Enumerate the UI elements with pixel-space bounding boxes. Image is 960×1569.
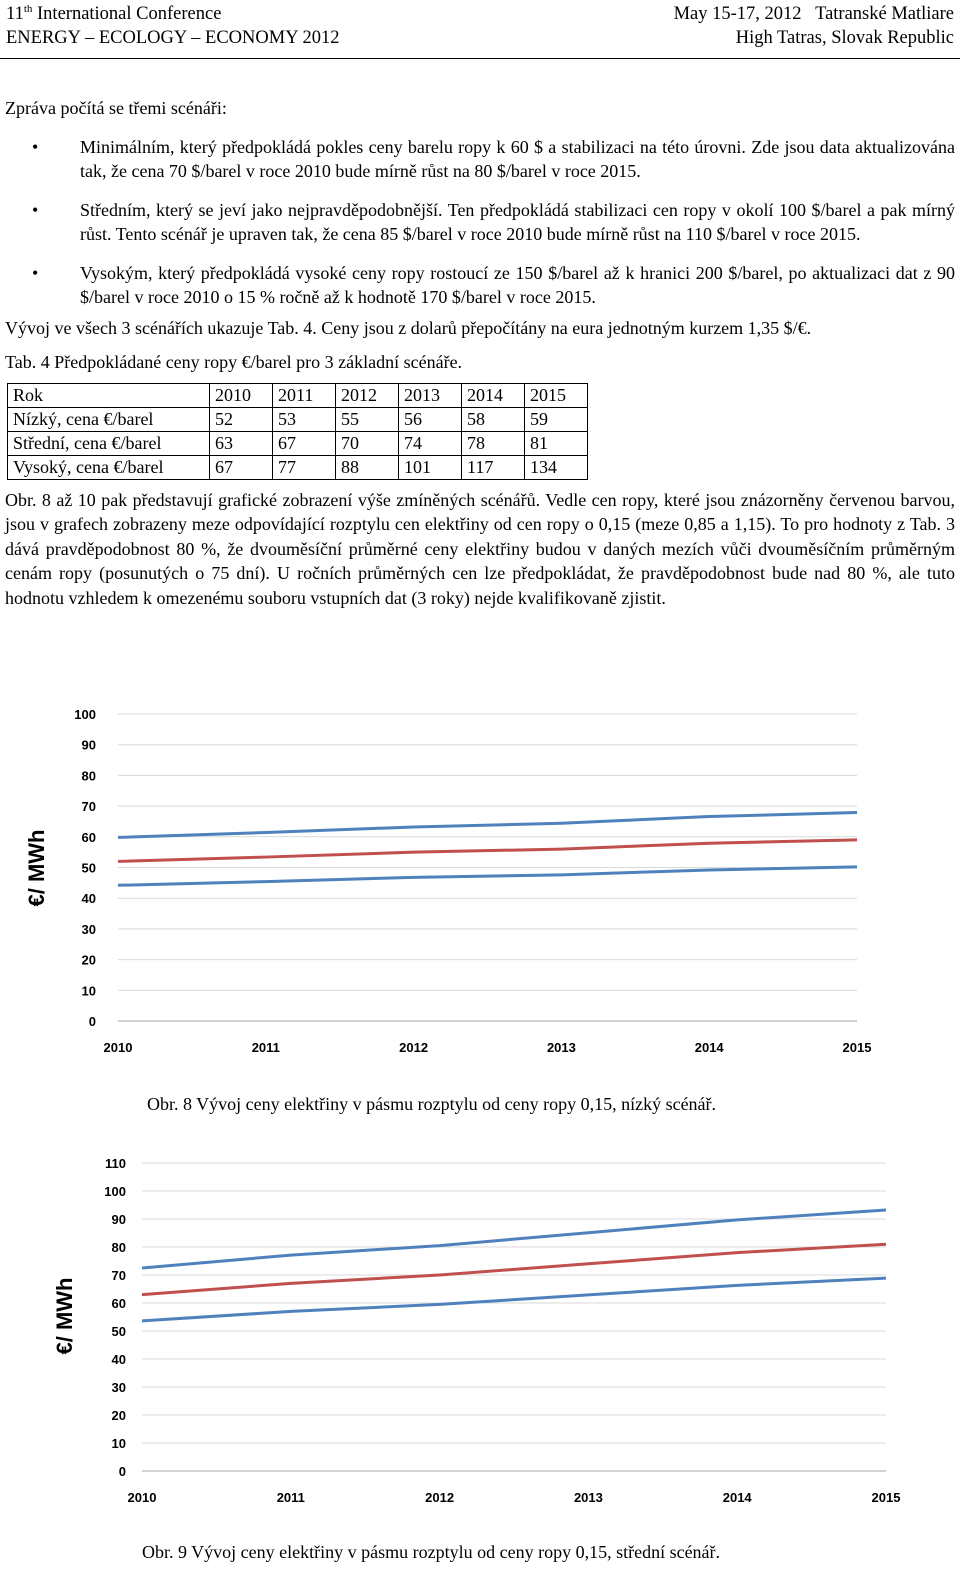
table-row [8, 407, 588, 431]
figure-caption-8: Obr. 8 Vývoj ceny elektřiny v pásmu rozptylu od ceny ropy 0,15, nízký scénář. [147, 1094, 717, 1114]
chart-middle-scenario [0, 1148, 910, 1518]
y-tick-label: 40 [81, 891, 96, 907]
table-cell: 70 [336, 431, 399, 455]
table-cell: 2010 [210, 383, 273, 407]
bullet-icon: • [32, 199, 39, 220]
y-tick-label: 70 [111, 1268, 126, 1283]
y-tick-label: 30 [111, 1380, 126, 1395]
x-tick-label: 2013 [546, 1040, 576, 1055]
page-header [0, 0, 960, 60]
x-tick-label: 2010 [103, 1040, 133, 1055]
intro-paragraph: Zpráva počítá se třemi scénáři: [5, 98, 227, 118]
y-tick-label: 0 [88, 1014, 96, 1029]
conference-name [6, 2, 340, 26]
figures-description: Obr. 8 až 10 pak představují grafické zobrazení výše zmíněných scénářů. Vedle cen ropy, které jsou znázorněny červenou barvou, jsou v grafech zobrazeny meze odpovídající rozptylu cen elektřiny od cen ropy o 0,15 (meze 0,85 a 1,15). To pro hodnoty z Tab. 3 dává pravděpodobnost 80 %, že dvouměsíční průměrné ceny elektřiny budou v daných mezích vůči dvouměsíčním průměrným cenám ropy (posunutých o 75 dní). U ročních průměrných cen lze předpokládat, že pravděpodobnost bude nad 80 %, ale tuto hodnotu vzhledem k omezenému souboru vstupních dat (3 roky) nejde kvalifikovaně zjistit. [5, 489, 955, 608]
lower-bound-line [142, 1278, 886, 1321]
table-cell: 58 [462, 407, 525, 431]
y-tick-label: 60 [81, 829, 96, 845]
x-tick-label: 2013 [573, 1490, 603, 1505]
table-cell: 2015 [525, 383, 588, 407]
table-cell: 56 [399, 407, 462, 431]
table-cell: 88 [336, 455, 399, 479]
list-item [5, 261, 955, 310]
table-cell: 77 [273, 455, 336, 479]
bullet-icon: • [32, 262, 39, 283]
x-tick-label: 2015 [871, 1490, 901, 1505]
table-cell: 101 [399, 455, 462, 479]
edition-suffix: th [23, 2, 33, 15]
y-tick-label: 50 [81, 860, 96, 876]
list-item-text: Středním, který se jeví jako nejpravděpodobnější. Ten předpokládá stabilizaci cen ropy v okolí 100 $/barel a pak mírný růst. Tento scénář je upraven tak, že cena 85 $/barel v roce 2010 bude mírně růst na 110 $/barel v roce 2015. [80, 199, 955, 244]
table-cell: 2013 [399, 383, 462, 407]
x-tick-label: 2011 [276, 1490, 305, 1505]
table-cell: 134 [525, 455, 588, 479]
y-tick-label: 60 [111, 1296, 126, 1311]
conference-subtitle: ENERGY – ECOLOGY – ECONOMY 2012 [6, 28, 340, 48]
conference-place [674, 2, 954, 50]
table-cell: Rok [8, 383, 210, 407]
table-cell: 67 [210, 455, 273, 479]
chart-low-scenario [0, 700, 900, 1070]
table-row [8, 455, 588, 479]
y-tick-label: 110 [105, 1156, 126, 1171]
y-tick-label: 10 [111, 1436, 126, 1451]
x-tick-label: 2012 [399, 1040, 429, 1055]
y-tick-label: 90 [81, 737, 96, 753]
y-tick-label: 80 [81, 768, 96, 784]
conference-location: High Tatras, Slovak Republic [735, 28, 954, 48]
y-tick-label: 30 [81, 921, 96, 937]
lower-bound-line [118, 867, 857, 885]
conference-date: May 15-17, 2012 Tatranské Matliare [673, 4, 954, 24]
y-axis-label: €/ MWh [52, 1277, 77, 1355]
x-tick-label: 2010 [127, 1490, 157, 1505]
x-tick-label: 2014 [694, 1040, 724, 1055]
x-tick-label: 2014 [722, 1490, 752, 1505]
y-tick-label: 80 [111, 1240, 126, 1255]
upper-bound-line [118, 813, 857, 838]
header-rule [0, 58, 960, 59]
y-tick-label: 40 [111, 1352, 126, 1367]
table-cell: 55 [336, 407, 399, 431]
table-cell: 2014 [462, 383, 525, 407]
table-caption: Tab. 4 Předpokládané ceny ropy €/barel pro 3 základní scénáře. [5, 352, 463, 372]
y-tick-label: 70 [81, 799, 96, 815]
table-cell: Nízký, cena €/barel [8, 407, 210, 431]
oil-price-line [142, 1244, 886, 1294]
table-cell: Vysoký, cena €/barel [8, 455, 210, 479]
table-row [8, 431, 588, 455]
table-header-row [8, 383, 588, 407]
table-cell: 53 [273, 407, 336, 431]
conference-name-text: International Conference [32, 4, 222, 24]
scenario-list [5, 135, 955, 310]
table-cell: 59 [525, 407, 588, 431]
y-tick-label: 20 [81, 952, 96, 968]
y-axis-label: €/ MWh [24, 829, 49, 907]
table-cell: 67 [273, 431, 336, 455]
bullet-icon: • [32, 136, 39, 157]
price-table [7, 383, 588, 480]
y-tick-label: 20 [111, 1408, 126, 1423]
y-tick-label: 0 [118, 1464, 126, 1479]
y-tick-label: 100 [104, 1184, 126, 1199]
table-cell: 2011 [273, 383, 336, 407]
x-tick-label: 2011 [251, 1040, 280, 1055]
conference-title [6, 2, 340, 50]
y-tick-label: 10 [81, 983, 96, 999]
y-tick-label: 50 [111, 1324, 126, 1339]
list-item-text: Vysokým, který předpokládá vysoké ceny ropy rostoucí ze 150 $/barel až k hranici 200 $/barel, po aktualizaci dat z 90 $/barel v roce 2010 o 15 % ročně až k hodnotě 170 $/barel v roce 2015. [80, 262, 955, 307]
table-cell: 2012 [336, 383, 399, 407]
table-cell: 117 [462, 455, 525, 479]
x-tick-label: 2015 [842, 1040, 872, 1055]
list-item [5, 135, 955, 184]
oil-price-line [118, 840, 857, 861]
x-tick-label: 2012 [425, 1490, 455, 1505]
article-body [5, 96, 955, 610]
table-cell: 63 [210, 431, 273, 455]
table-cell: 52 [210, 407, 273, 431]
edition-number: 11 [6, 4, 24, 24]
development-paragraph: Vývoj ve všech 3 scénářích ukazuje Tab. 4. Ceny jsou z dolarů přepočítány na eura jednotným kurzem 1,35 $/€. [5, 317, 812, 338]
y-tick-label: 100 [74, 707, 96, 722]
y-tick-label: 90 [111, 1212, 126, 1227]
table-cell: 74 [399, 431, 462, 455]
figure-caption-9: Obr. 9 Vývoj ceny elektřiny v pásmu rozptylu od ceny ropy 0,15, střední scénář. [142, 1542, 721, 1562]
table-cell: Střední, cena €/barel [8, 431, 210, 455]
table-cell: 81 [525, 431, 588, 455]
table-cell: 78 [462, 431, 525, 455]
list-item-text: Minimálním, který předpokládá pokles ceny barelu ropy k 60 $ a stabilizaci na této úrovni. Zde jsou data aktualizována tak, že cena 70 $/barel v roce 2010 bude mírně růst na 80 $/barel v roce 2015. [80, 136, 955, 181]
list-item [5, 198, 955, 247]
